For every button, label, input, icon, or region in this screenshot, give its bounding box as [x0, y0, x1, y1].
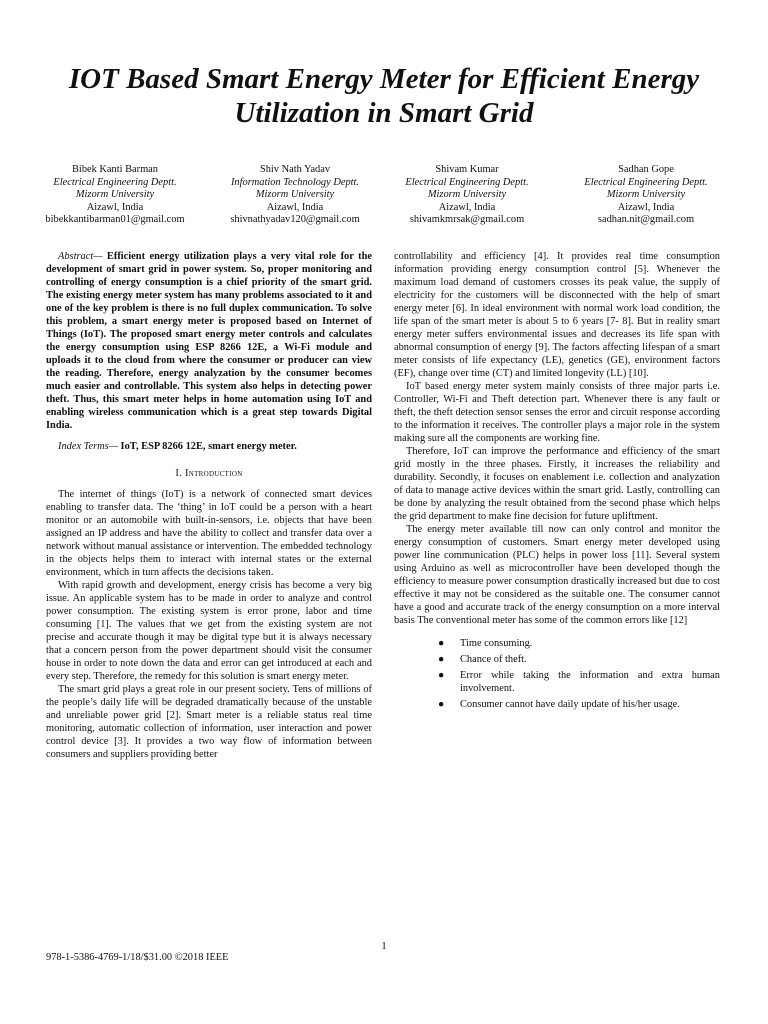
index-terms-text: IoT, ESP 8266 12E, smart energy meter. [117, 441, 297, 452]
abstract-label: Abstract— [58, 251, 103, 262]
author-name: Shiv Nath Yadav [259, 164, 331, 175]
body-paragraph: Therefore, IoT can improve the performance and efficiency of the smart grid mostly in the three phases. Firstly, it increases the reliability and durability. Secondly, it focuses on enablement i.e. collection and analyzation of data to manage active devices within the smart grid. Lastly, controlling can be done by analyzing the result obtained from the second phase which helps the grid department to make fine decision for future upliftment. [394, 446, 720, 522]
left-column [46, 250, 372, 761]
body-paragraph: IoT based energy meter system mainly consists of three major parts i.e. Controller, Wi-Fi and Theft detection part. Whenever there is any fault or theft, the theft detection sensor senses the error and circuit response according to the information it receives. The controller plays a major role in the system making sure all the components are working fine. [394, 381, 720, 444]
list-item-text: Error while taking the information and extra human involvement. [460, 670, 720, 694]
body-paragraph: The energy meter available till now can only control and monitor the energy consumption of customers. Smart energy meter developed using power line communication (PLC) helps in power loss [11]. Several system using Arduino as well as microcontroller have been developed though the efficiency to measure power consumption drastically increased but due to cost effective it may not be considered as the suitable one. The consumer cannot have a good and accurate track of the energy consumption on a more interval basis The conventional meter has some of the common errors like [12] [394, 524, 720, 626]
author-dept: Electrical Engineering Deptt. [53, 176, 177, 188]
author-dept: Electrical Engineering Deptt. [405, 176, 529, 188]
body-paragraph: The smart grid plays a great role in our present society. Tens of millions of the people’s daily life will be degraded dramatically because of the unstable and unreliable power grid [2]. Smart meter is a reliable status real time monitoring, automatic collection of information, user interaction and power control device [3]. It provides a two way flow of information between consumers and suppliers providing better [46, 684, 372, 760]
author-location: Aizawl, India [86, 201, 144, 213]
author-name: Shivam Kumar [435, 164, 499, 175]
bullet-icon: ● [438, 654, 445, 665]
author-email: shivnathyadav120@gmail.com [230, 214, 360, 225]
body-paragraph: The internet of things (IoT) is a network of connected smart devices enabling to transfer data. The ‘thing’ in IoT could be a person with a heart monitor or an automobile with built-in-sensors, i.e. objects that have been assigned an IP address and have the ability to collect and transfer data over a network without manual assistance or intervention. The embedded technology in the objects helps them to interact with internal states or the external environment, which in turn affects the decisions taken. [46, 489, 372, 578]
author-name: Sadhan Gope [618, 164, 674, 175]
right-column [394, 250, 720, 714]
author-location: Aizawl, India [438, 201, 496, 213]
author-1 [40, 164, 190, 227]
author-location: Aizawl, India [617, 201, 675, 213]
author-email: sadhan.nit@gmail.com [597, 214, 695, 225]
author-univ: Mizorm University [75, 189, 155, 200]
author-email: bibekkantibarman01@gmail.com [45, 214, 185, 225]
list-item-text: Consumer cannot have daily update of his/her usage. [460, 699, 680, 710]
abstract [46, 250, 372, 432]
author-location: Aizawl, India [266, 201, 324, 213]
author-univ: Mizorm University [255, 189, 335, 200]
page-number: 1 [381, 940, 387, 952]
bullet-icon: ● [438, 699, 445, 710]
author-dept: Information Technology Deptt. [230, 176, 360, 188]
index-terms-label: Index Terms— [58, 441, 118, 452]
bullet-icon: ● [438, 638, 445, 649]
copyright-footer: 978-1-5386-4769-1/18/$31.00 ©2018 IEEE [46, 952, 229, 963]
section-heading-introduction: I. Introduction [175, 468, 243, 479]
author-2 [210, 164, 380, 227]
author-univ: Mizorm University [606, 189, 686, 200]
index-terms [46, 440, 372, 453]
list-item-text: Chance of theft. [460, 654, 527, 665]
abstract-text: Efficient energy utilization plays a very vital role for the development of smart grid in power system. So, proper monitoring and controlling of energy consumption is a chief priority of the smart grid. The existing energy meter system has many problems associated to it and one of the key problem is there is no full duplex communication. To solve this problem, a smart energy meter is proposed based on Internet of Things (IoT). The proposed smart energy meter controls and calculates the energy consumption using ESP 8266 12E, a Wi-Fi module and uploads it to the cloud from where the consumer or producer can view the reading. Therefore, energy analyzation by the consumer becomes much easier and controllable. This system also helps in detecting power theft. Thus, this smart meter helps in home automation using IoT and enabling wireless communication which is a great step towards Digital India. [46, 251, 372, 431]
paper-title: IOT Based Smart Energy Meter for Efficient Energy Utilization in Smart Grid [68, 63, 700, 129]
author-block [40, 164, 728, 228]
error-list [394, 637, 720, 711]
author-4 [564, 164, 728, 227]
body-paragraph: controllability and efficiency [4]. It provides real time consumption information providing energy consumption control [5]. Whenever the maximum load demand of customers crosses its peak value, the supply of electricity for the customers will be disconnected with the help of smart energy meter [6]. In ideal environment with normal work load condition, the life span of the smart meter is about 5 to 6 years [7- 8]. But in reality smart energy meter suffers environmental issues and decreases its life span with abnormal consumption of energy [9]. The factors affecting lifespan of a smart meter consists of life expectancy (LE), genetics (GE), environment factors (EF), change over time (CT) and limited longevity (LL) [10]. [394, 251, 720, 379]
list-item [394, 637, 720, 650]
list-item-text: Time consuming. [460, 638, 533, 649]
author-univ: Mizorm University [427, 189, 507, 200]
list-item [394, 698, 720, 711]
list-item [394, 669, 720, 695]
author-email: shivamkmrsak@gmail.com [409, 214, 525, 225]
body-paragraph: With rapid growth and development, energy crisis has become a very big issue. An applicable system has to be made in order to analyze and control power consumption. The existing system is error prone, labor and time consuming [1]. The values that we get from the existing system are not precise and accurate though it may be digital type but it is always necessary that a concern person from the power department should visit the consumer house in order to note down the data and error can get introduced at each and every step. Therefore, the remedy for this solution is smart energy meter. [46, 580, 372, 682]
bullet-icon: ● [438, 670, 445, 681]
author-dept: Electrical Engineering Deptt. [584, 176, 708, 188]
author-3 [392, 164, 542, 227]
list-item [394, 653, 720, 666]
author-name: Bibek Kanti Barman [72, 164, 158, 175]
